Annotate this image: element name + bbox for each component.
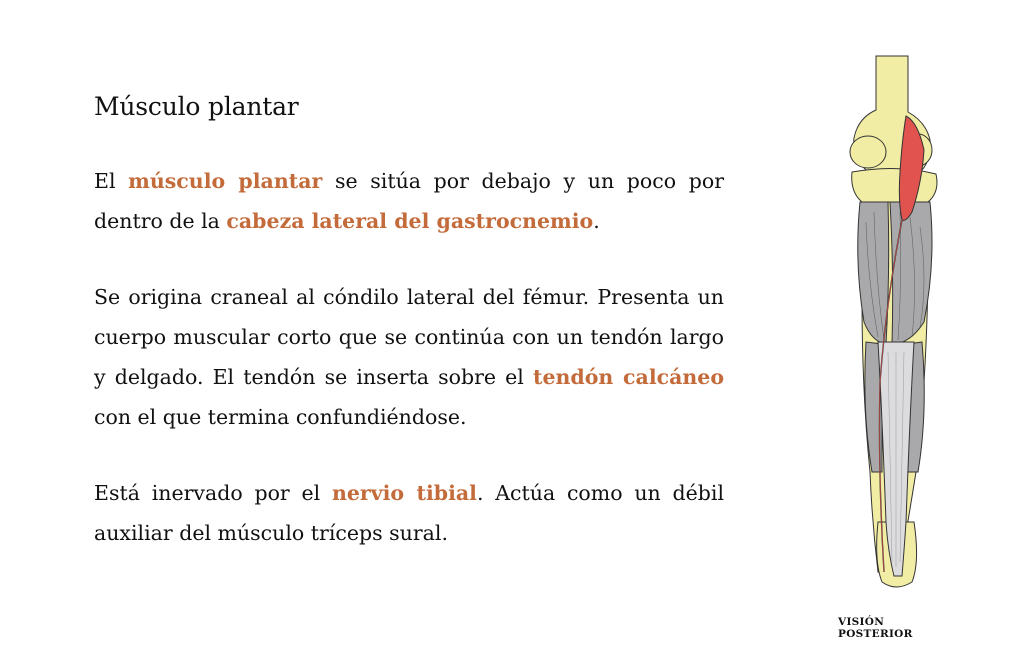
figure-caption: VISIÓN POSTERIOR — [838, 616, 913, 640]
paragraph-text: se sitúa por debajo y un poco por dentro de la — [94, 169, 724, 233]
article-body — [94, 161, 724, 553]
paragraph — [94, 277, 724, 437]
paragraph-text: Está inervado por el — [94, 481, 332, 505]
term-link[interactable]: cabeza lateral del gastrocnemio — [226, 209, 594, 233]
paragraph — [94, 473, 724, 553]
term-link[interactable]: tendón calcáneo — [532, 365, 724, 389]
leg-posterior-illustration — [838, 52, 948, 597]
article — [94, 92, 724, 589]
paragraph-text: . Actúa como un débil auxiliar del músculo tríceps sural. — [94, 481, 725, 545]
tibia-head — [852, 168, 937, 202]
paragraph — [94, 161, 724, 241]
page-title: Músculo plantar — [94, 92, 299, 121]
medial-condyle — [850, 136, 886, 168]
term-link[interactable]: nervio tibial — [331, 481, 477, 505]
term-link[interactable]: músculo plantar — [128, 169, 323, 193]
paragraph-text: El — [94, 169, 129, 193]
paragraph-text: . — [593, 209, 600, 233]
paragraph-text: con el que termina confundiéndose. — [94, 405, 467, 429]
paragraph-text: Se origina craneal al cóndilo lateral del fémur. Presenta un cuerpo muscular corto que se continúa con un tendón largo y delgado. El tendón se inserta sobre el — [94, 285, 724, 389]
